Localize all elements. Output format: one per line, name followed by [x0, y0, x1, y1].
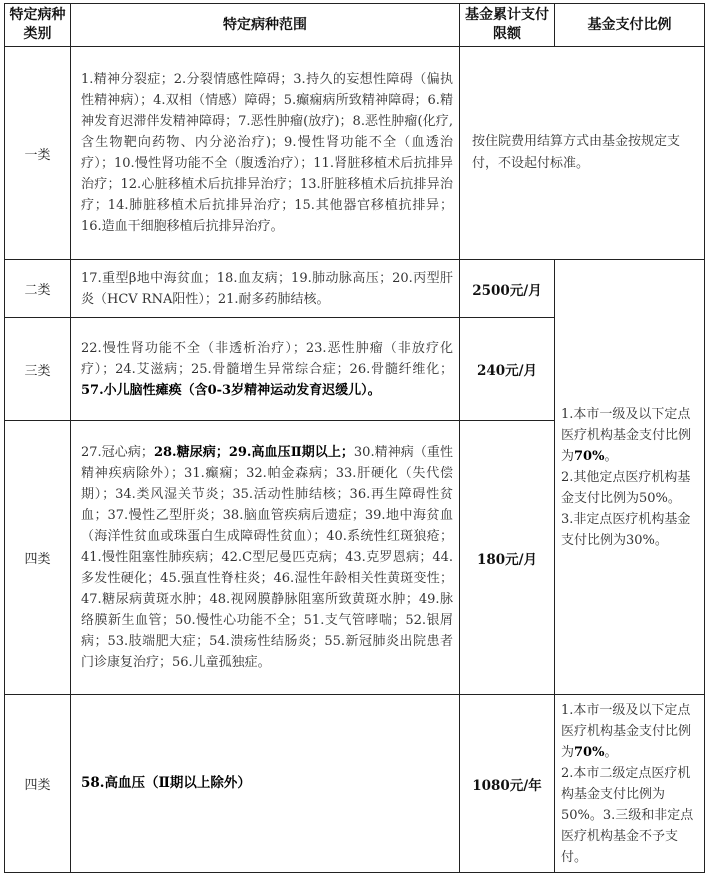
- category-cell: 一类: [5, 47, 71, 260]
- header-ratio: 基金支付比例: [555, 4, 705, 47]
- header-category: 特定病种类别: [5, 4, 71, 47]
- ratio-highlight: 70%: [574, 448, 605, 464]
- header-scope: 特定病种范围: [71, 4, 460, 47]
- ratio-cell: 按住院费用结算方式由基金按规定支付，不设起付标准。: [460, 47, 705, 260]
- scope-text-bold: 57.小儿脑性瘫痪（含0-3岁精神运动发育迟缓儿）。: [81, 382, 381, 398]
- ratio-line: 。: [604, 744, 618, 760]
- limit-cell: 240元/月: [460, 318, 555, 421]
- table-row: [5, 47, 705, 260]
- table-row: [5, 260, 705, 318]
- scope-text-bold: 28.糖尿病；29.高血压Ⅱ期以上；: [153, 445, 354, 460]
- header-limit: 基金累计支付限额: [460, 4, 555, 47]
- ratio-line: 2.其他定点医疗机构基金支付比例为50%。: [561, 469, 691, 506]
- header-row: [5, 4, 705, 47]
- category-cell: 四类: [5, 421, 71, 695]
- category-cell: 四类: [5, 695, 71, 873]
- ratio-highlight: 70%: [574, 744, 605, 760]
- ratio-cell: [555, 695, 705, 873]
- ratio-line: 1.本市一级及以下定点医疗机构基金支付比例为: [561, 702, 692, 760]
- scope-cell: 58.高血压（Ⅱ期以上除外）: [71, 695, 460, 873]
- category-cell: 三类: [5, 318, 71, 421]
- scope-cell: 1.精神分裂症；2.分裂情感性障碍；3.持久的妄想性障碍（偏执性精神病）；4.双相（情感）障碍；5.癫痫病所致精神障碍；6.精神发育迟滞伴发精神障碍；7.恶性肿瘤(放疗)；8.恶性肿瘤(化疗,含生物靶向药物、内分泌治疗)；9.慢性肾功能不全（血透治疗）；10.慢性肾功能不全（腹透治疗）；11.肾脏移植术后抗排异治疗；12.心脏移植术后抗排异治疗；13.肝脏移植术后抗排异治疗；14.肺脏移植术后抗排异治疗；15.其他器官移植抗排异；16.造血干细胞移植后抗排异治疗。: [71, 47, 460, 260]
- scope-cell: 17.重型β地中海贫血；18.血友病；19.肺动脉高压；20.丙型肝炎（HCV RNA阳性）；21.耐多药肺结核。: [71, 260, 460, 318]
- category-cell: 二类: [5, 260, 71, 318]
- scope-text: 30.精神病（重性精神疾病除外）；31.癫痫；32.帕金森病；33.肝硬化（失代偿期）；34.类风湿关节炎；35.活动性肺结核；36.再生障碍性贫血；37.慢性乙型肝炎；38.脑血管疾病后遗症；39.地中海贫血（海洋性贫血或珠蛋白生成障碍性贫血）；40.系统性红斑狼疮；41.慢性阻塞性肺疾病；42.C型尼曼匹克病；43.克罗恩病；44.多发性硬化；45.强直性脊柱炎；46.湿性年龄相关性黄斑变性；47.糖尿病黄斑水肿；48.视网膜静脉阻塞所致黄斑水肿；49.脉络膜新生血管；50.慢性心功能不全；51.支气管哮喘；52.银屑病；53.肢端肥大症；54.溃疡性结肠炎；55.新冠肺炎出院患者门诊康复治疗；56.儿童孤独症。: [81, 445, 453, 670]
- scope-text: 27.冠心病；: [81, 445, 154, 460]
- ratio-line: 3.非定点医疗机构基金支付比例为30%。: [561, 511, 691, 548]
- ratio-line: 1.本市一级及以下定点医疗机构基金支付比例为: [561, 406, 692, 464]
- ratio-cell-shared: [555, 260, 705, 695]
- limit-cell: 2500元/月: [460, 260, 555, 318]
- scope-text: 22.慢性肾功能不全（非透析治疗）；23.恶性肿瘤（非放疗化疗）；24.艾滋病；25.骨髓增生异常综合症；26.骨髓纤维化；: [81, 340, 453, 377]
- scope-cell: [71, 318, 460, 421]
- ratio-line: 。: [604, 448, 618, 464]
- scope-cell: [71, 421, 460, 695]
- table-row: [5, 695, 705, 873]
- ratio-line: 2.本市二级定点医疗机构基金支付比例为50%。3.三级和非定点医疗机构基金不予支付。: [561, 765, 694, 865]
- limit-cell: 180元/月: [460, 421, 555, 695]
- limit-cell: 1080元/年: [460, 695, 555, 873]
- special-disease-table: [4, 3, 705, 873]
